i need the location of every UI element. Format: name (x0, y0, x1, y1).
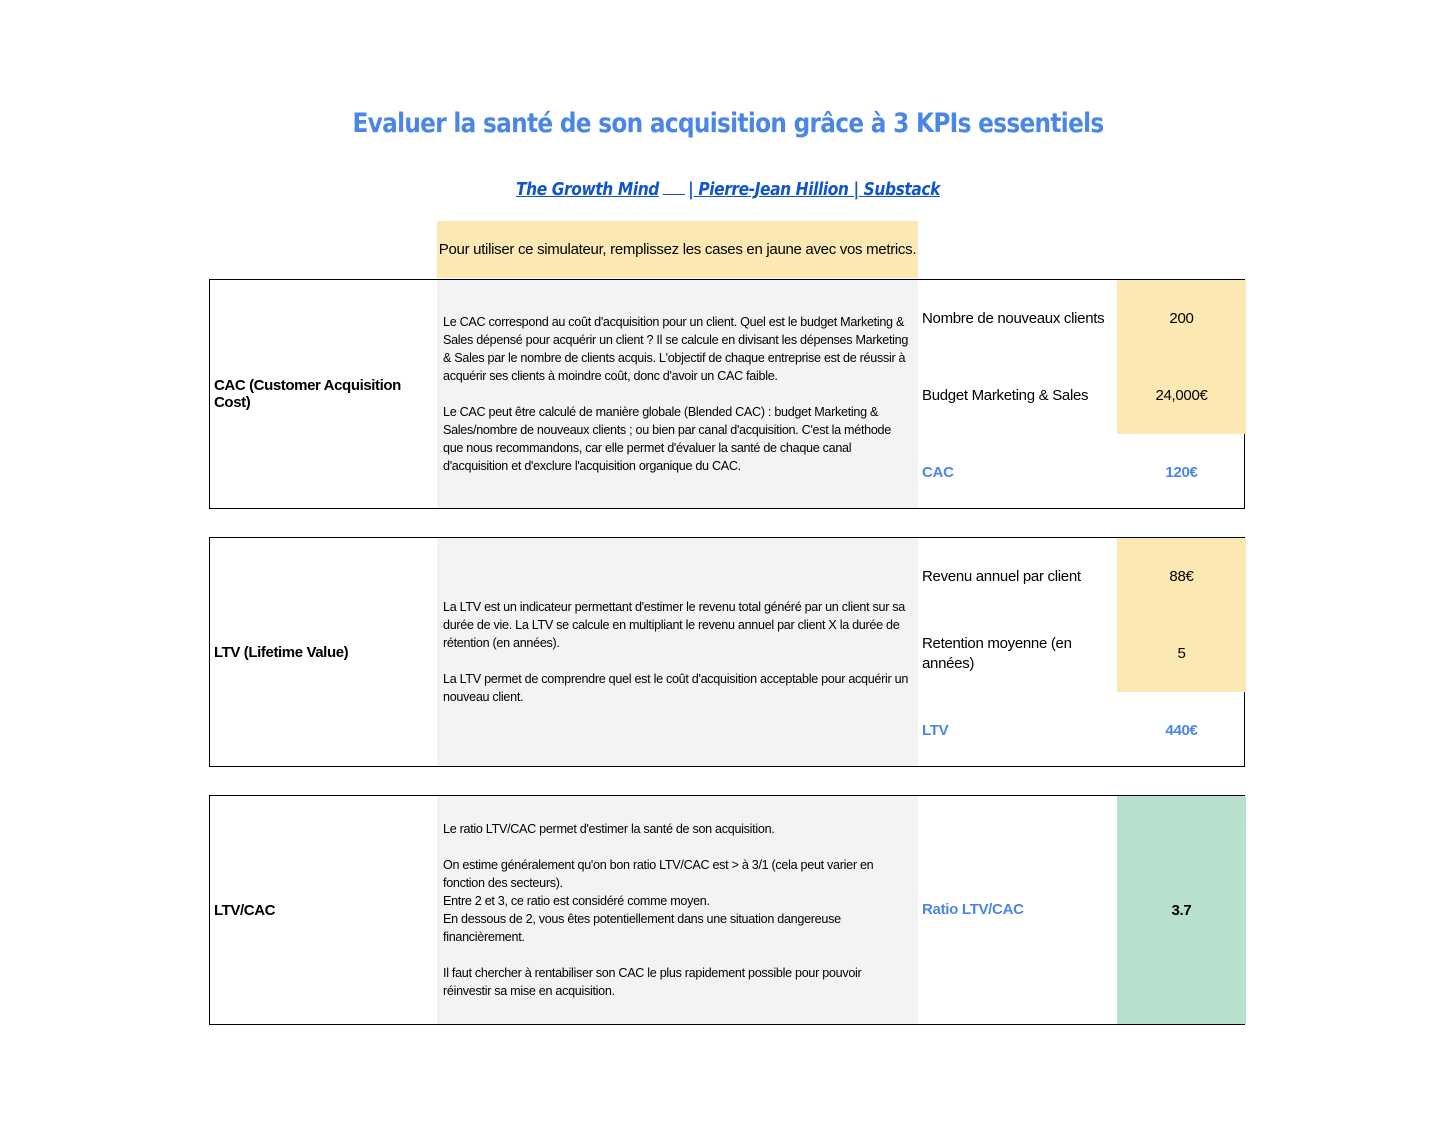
subtitle (102, 178, 1354, 200)
cac-label: CAC (Customer Acquisition Cost) (214, 377, 401, 411)
ratio-section (209, 795, 1245, 1025)
ratio-desc-paragraph-5: Il faut chercher à rentabiliser son CAC le plus rapidement possible pour pouvoir réinvestir sa mise en acquisition. (443, 966, 862, 998)
ltv-label: LTV (Lifetime Value) (214, 643, 349, 661)
ratio-result-value: 3.7 (1117, 796, 1246, 1024)
page-title: Evaluer la santé de son acquisition grâce à 3 KPIs essentiels (352, 108, 1104, 139)
ltv-result-label: LTV (922, 721, 949, 739)
ltv-desc-paragraph-2: La LTV permet de comprendre quel est le coût d'acquisition acceptable pour acquérir un nouveau client. (443, 672, 909, 704)
annual-revenue-label: Revenu annuel par client (922, 567, 1081, 585)
ltv-description (437, 538, 918, 766)
retention-input[interactable]: 5 (1117, 615, 1246, 692)
ltv-desc-paragraph-1: La LTV est un indicateur permettant d'estimer le revenu total généré par un client sur sa durée de vie. La LTV se calcule en multipliant le revenu annuel par client X la durée de rétention (en années). (443, 600, 905, 650)
link-gap (662, 178, 684, 195)
ltv-section (209, 537, 1245, 767)
cac-result-label: CAC (922, 463, 954, 481)
budget-label: Budget Marketing & Sales (922, 386, 1089, 404)
ratio-desc-paragraph-2: On estime généralement qu'on bon ratio LTV/CAC est > à 3/1 (cela peut varier en fonction des secteurs). (443, 858, 874, 890)
ratio-label: LTV/CAC (214, 901, 276, 919)
ltv-result-value: 440€ (1165, 722, 1198, 739)
instructions-banner: Pour utiliser ce simulateur, remplissez les cases en jaune avec vos metrics. (437, 221, 918, 278)
ratio-desc-paragraph-3: Entre 2 et 3, ce ratio est considéré comme moyen. (443, 894, 710, 908)
cac-description (437, 280, 918, 508)
ratio-desc-paragraph-4: En dessous de 2, vous êtes potentiellement dans une situation dangereuse financièrement. (443, 912, 841, 944)
new-clients-input[interactable]: 200 (1117, 280, 1246, 357)
ratio-result-label: Ratio LTV/CAC (922, 901, 1024, 918)
cac-result-value: 120€ (1165, 464, 1198, 481)
budget-input[interactable]: 24,000€ (1117, 357, 1246, 434)
retention-label: Retention moyenne (en années) (922, 634, 1072, 672)
ratio-description (437, 796, 918, 1024)
annual-revenue-input[interactable]: 88€ (1117, 538, 1246, 615)
ratio-desc-paragraph-1: Le ratio LTV/CAC permet d'estimer la santé de son acquisition. (443, 822, 775, 836)
cac-desc-paragraph-1: Le CAC correspond au coût d'acquisition pour un client. Quel est le budget Marketing & Sales dépensé pour acquérir un client ? Il se calcule en divisant les dépenses Marketing & Sales par le nombre de clients acquis. L'objectif de chaque entreprise est de réussir à acquérir ses clients à moindre coût, donc d'avoir un CAC faible. (443, 315, 909, 383)
cac-section (209, 279, 1245, 509)
substack-link[interactable]: | Pierre-Jean Hillion | Substack (688, 179, 940, 200)
growth-mind-link[interactable]: The Growth Mind (516, 179, 659, 200)
new-clients-label: Nombre de nouveaux clients (922, 309, 1105, 327)
cac-desc-paragraph-2: Le CAC peut être calculé de manière globale (Blended CAC) : budget Marketing & Sales/nombre de nouveaux clients ; ou bien par canal d'acquisition. C'est la méthode que nous recommandons, car elle permet d'évaluer la santé de chaque canal d'acquisition et d'exclure l'acquisition organique du CAC. (443, 405, 891, 473)
